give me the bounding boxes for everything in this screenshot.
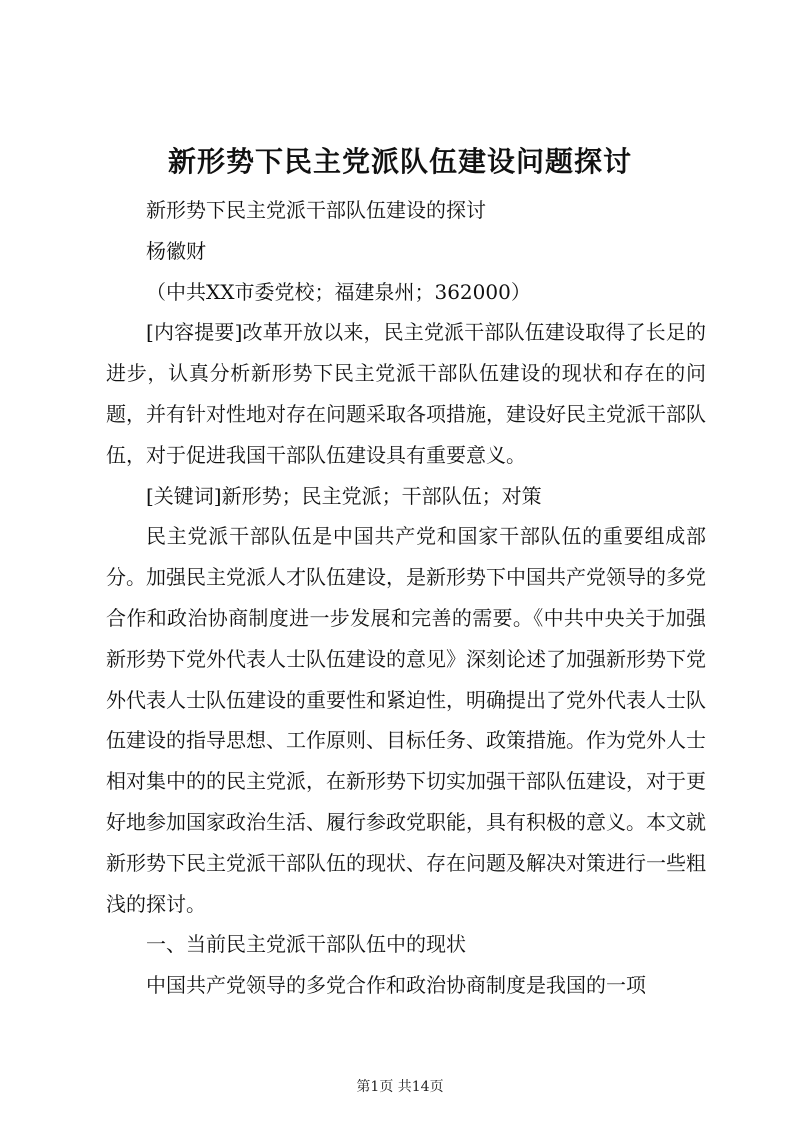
author-affiliation: （中共XX市委党校；福建泉州；362000） [146,279,531,304]
page-footer: 第1页 共14页 [356,1079,444,1095]
section-paragraph: 中国共产党领导的多党合作和政治协商制度是我国的一项 [146,973,646,998]
subtitle: 新形势下民主党派干部队伍建设的探讨 [146,198,486,222]
abstract-paragraph: [内容提要]改革开放以来，民主党派干部队伍建设取得了长足的进步，认真分析新形势下民主党派干部队伍建设的现状和存在的问题，并有针对性地对存在问题采取各项措施，建设好民主党派干部队伍，对于促进我国干部队伍建设具有重要意义。 [106,320,706,467]
section-heading: 一、当前民主党派干部队伍中的现状 [146,932,466,957]
intro-paragraph: 民主党派干部队伍是中国共产党和国家干部队伍的重要组成部分。加强民主党派人才队伍建设，是新形势下中国共产党领导的多党合作和政治协商制度进一步发展和完善的需要。《中共中央关于加强新形势下党外代表人士队伍建设的意见》深刻论述了加强新形势下党外代表人士队伍建设的重要性和紧迫性，明确提出了党外代表人士队伍建设的指导思想、工作原则、目标任务、政策措施。作为党外人士相对集中的的民主党派，在新形势下切实加强干部队伍建设，对于更好地参加国家政治生活、履行参政党职能，具有积极的意义。本文就新形势下民主党派干部队伍的现状、存在问题及解决对策进行一些粗浅的探讨。 [106,524,706,916]
document-title: 新形势下民主党派队伍建设问题探讨 [167,145,632,178]
document-body [106,190,706,1006]
author-name: 杨徽财 [146,238,206,263]
keywords-paragraph: [关键词]新形势；民主党派；干部队伍；对策 [146,483,542,508]
